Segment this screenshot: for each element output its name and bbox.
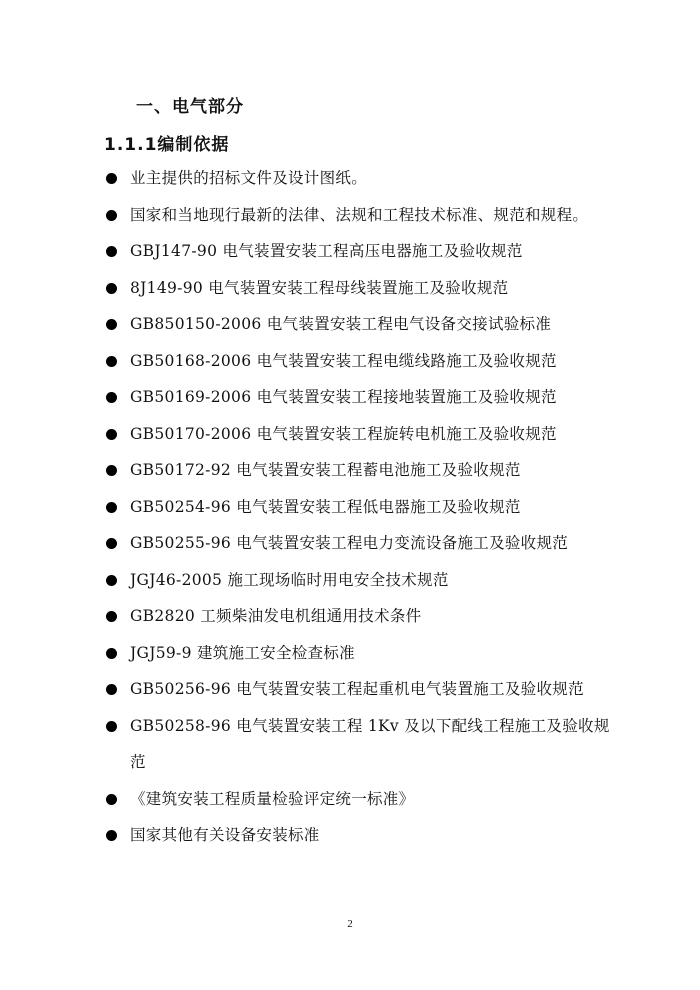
list-item-text: GB50256-96 电气装置安装工程起重机电气装置施工及验收规范	[130, 680, 584, 698]
list-item-text: GBJ147-90 电气装置安装工程高压电器施工及验收规范	[130, 242, 523, 260]
list-item	[106, 197, 626, 234]
page-number: 2	[347, 918, 353, 930]
bullet-icon	[106, 794, 117, 805]
list-item-text: GB50255-96 电气装置安装工程电力变流设备施工及验收规范	[130, 534, 569, 552]
list-item-text: GB2820 工频柴油发电机组通用技术条件	[130, 607, 422, 625]
bullet-icon	[106, 429, 117, 440]
list-item	[106, 306, 626, 343]
list-item	[106, 635, 626, 672]
list-item-text: GB850150-2006 电气装置安装工程电气设备交接试验标准	[130, 315, 552, 333]
bullet-icon	[106, 575, 117, 586]
list-item-text: JGJ59-9 建筑施工安全检查标准	[130, 643, 355, 662]
list-item-text: 8J149-90 电气装置安装工程母线装置施工及验收规范	[130, 278, 509, 297]
list-item	[106, 817, 626, 854]
bullet-icon	[106, 356, 117, 367]
list-item	[106, 671, 626, 708]
list-item-text: GB50168-2006 电气装置安装工程电缆线路施工及验收规范	[130, 351, 557, 370]
list-item	[106, 452, 626, 489]
bullet-icon	[106, 465, 117, 476]
list-item	[106, 708, 626, 781]
list-item-text: 国家和当地现行最新的法律、法规和工程技术标准、规范和规程。	[130, 205, 589, 224]
bullet-icon	[106, 648, 117, 659]
list-item-text: GB50254-96 电气装置安装工程低电器施工及验收规范	[130, 497, 521, 516]
list-item-text: JGJ46-2005 施工现场临时用电安全技术规范	[130, 570, 449, 589]
list-item	[106, 233, 626, 270]
bullet-icon	[106, 538, 117, 549]
list-item-text: GB50169-2006 电气装置安装工程接地装置施工及验收规范	[130, 388, 557, 406]
bullet-icon	[106, 684, 117, 695]
list-item	[106, 379, 626, 416]
bullet-icon	[106, 611, 117, 622]
list-item	[106, 781, 626, 818]
list-item-text: GB50172-92 电气装置安装工程蓄电池施工及验收规范	[130, 461, 521, 479]
list-item-text: GB50170-2006 电气装置安装工程旋转电机施工及验收规范	[130, 424, 557, 443]
list-item	[106, 598, 626, 635]
list-item	[106, 562, 626, 599]
bullet-icon	[106, 392, 117, 403]
bullet-icon	[106, 830, 117, 841]
list-item	[106, 416, 626, 453]
list-item	[106, 343, 626, 380]
list-item-text: GB50258-96 电气装置安装工程 1Kv 及以下配线工程施工及验收规范	[130, 716, 610, 771]
list-item	[106, 160, 626, 197]
list-item-text: 业主提供的招标文件及设计图纸。	[130, 169, 368, 187]
list-item	[106, 270, 626, 307]
list-item-text: 国家其他有关设备安装标准	[130, 826, 320, 844]
list-item-text: 《建筑安装工程质量检验评定统一标准》	[130, 789, 415, 808]
sub-title: 1.1.1编制依据	[104, 135, 230, 155]
bullet-icon	[106, 319, 117, 330]
list-item	[106, 489, 626, 526]
list-item	[106, 525, 626, 562]
bullet-icon	[106, 173, 117, 184]
bullet-icon	[106, 721, 117, 732]
section-title: 一、电气部分	[136, 97, 244, 117]
basis-list	[106, 160, 626, 854]
bullet-icon	[106, 283, 117, 294]
bullet-icon	[106, 210, 117, 221]
bullet-icon	[106, 246, 117, 257]
bullet-icon	[106, 502, 117, 513]
